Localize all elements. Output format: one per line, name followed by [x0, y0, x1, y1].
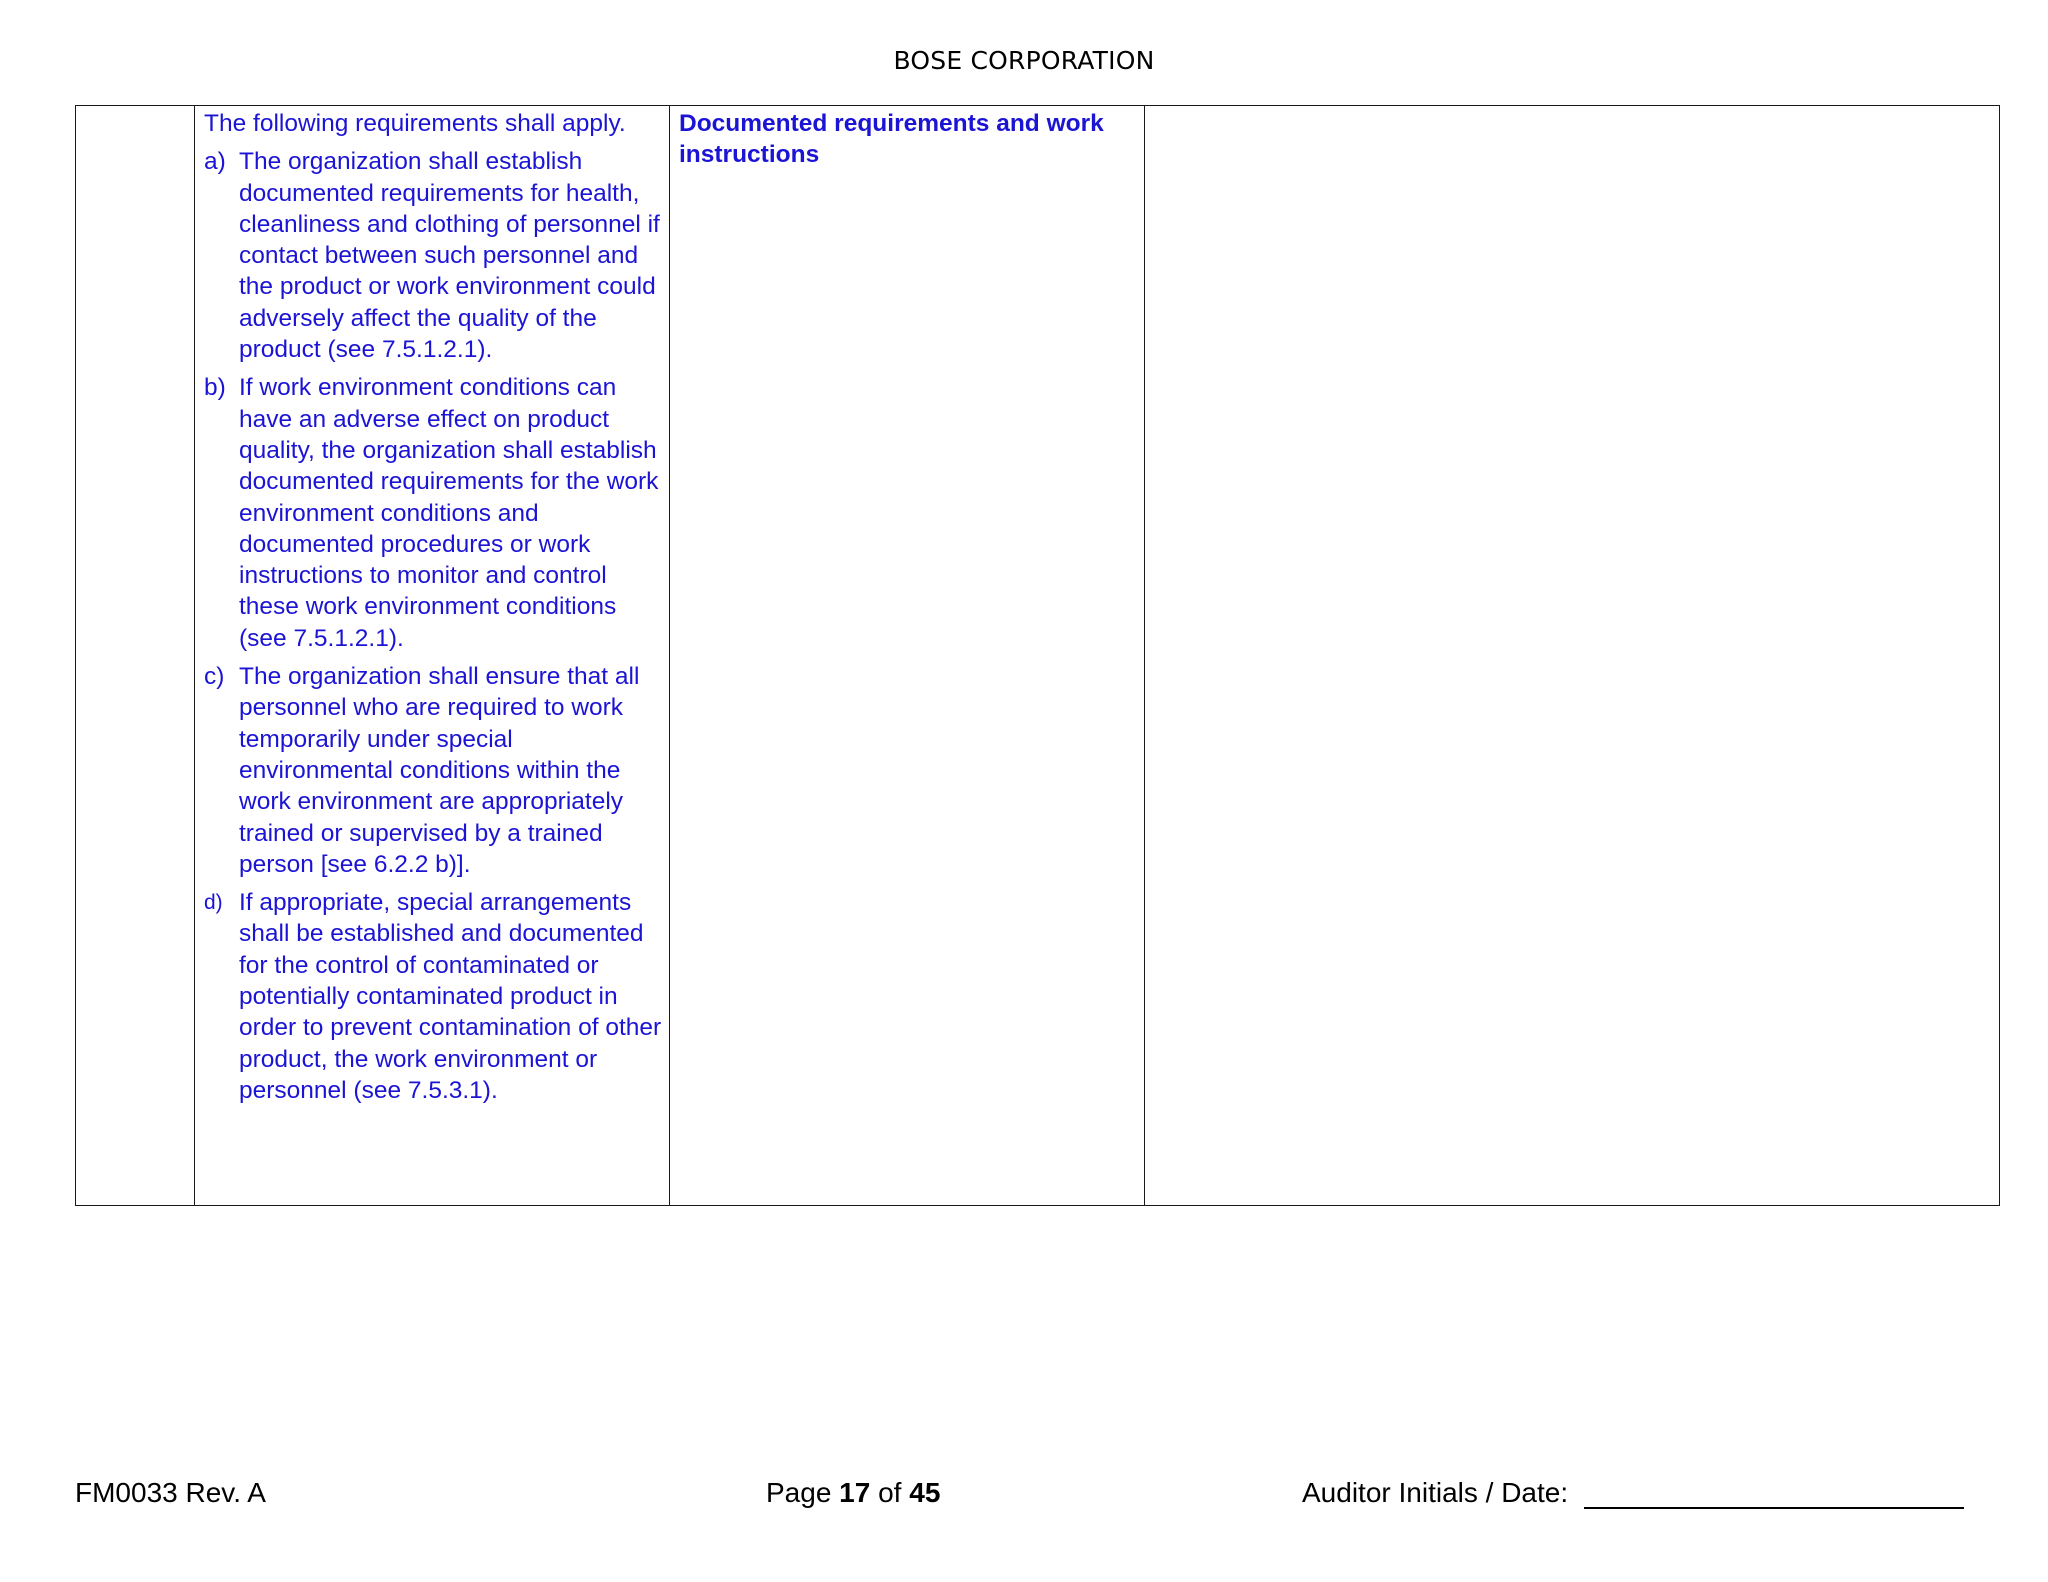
- requirement-text: The organization shall ensure that all personnel who are required to work temporarily under special environmental conditions within the work environment are appropriately trained or supervised by a trained person [see 6.2.2 b)].: [239, 663, 640, 878]
- clause-number-cell: [76, 106, 195, 1206]
- requirement-text: If work environment conditions can have an adverse effect on product quality, the organization shall establish documented requirements for the work environment conditions and documented procedures or work instructions to monitor and control these work environment conditions (see 7.5.1.2.1).: [239, 374, 659, 652]
- requirement-item-d: [204, 887, 665, 1106]
- page-total: 45: [909, 1477, 941, 1508]
- requirement-text: The organization shall establish documented requirements for health, cleanliness and clothing of personnel if contact between such personnel and the product or work environment could adversely affect the quality of the product (see 7.5.1.2.1).: [239, 148, 660, 364]
- requirement-letter: b): [204, 374, 226, 402]
- auditor-notes-cell[interactable]: [1145, 106, 2000, 1206]
- page-of: of: [870, 1477, 910, 1508]
- requirement-item-a: [204, 146, 665, 365]
- page-number: [766, 1477, 940, 1509]
- requirement-item-c: [204, 661, 665, 880]
- table-row: [76, 106, 2000, 1206]
- requirements-list: [204, 146, 665, 1106]
- requirements-intro: The following requirements shall apply.: [204, 110, 626, 137]
- evidence-cell: [670, 106, 1145, 1206]
- requirement-letter: d): [204, 891, 223, 915]
- page-prefix: Page: [766, 1477, 840, 1508]
- audit-checklist-table: [75, 105, 2000, 1206]
- form-id: FM0033 Rev. A: [75, 1477, 266, 1508]
- evidence-text: Documented requirements and work instructions: [679, 110, 1104, 169]
- auditor-signature-line[interactable]: [1584, 1477, 1964, 1509]
- auditor-signoff: [1302, 1477, 1964, 1509]
- requirement-text: If appropriate, special arrangements shall be established and documented for the control of contaminated or potentially contaminated product in order to prevent contamination of other product, the work environment or personnel (see 7.5.3.1).: [239, 889, 662, 1104]
- requirement-item-b: [204, 372, 665, 654]
- requirements-cell: [195, 106, 670, 1206]
- auditor-label: Auditor Initials / Date:: [1302, 1477, 1576, 1508]
- requirement-letter: a): [204, 148, 226, 176]
- requirement-letter: c): [204, 663, 225, 691]
- page-header-title: BOSE CORPORATION: [893, 46, 1155, 75]
- page-current: 17: [839, 1477, 871, 1508]
